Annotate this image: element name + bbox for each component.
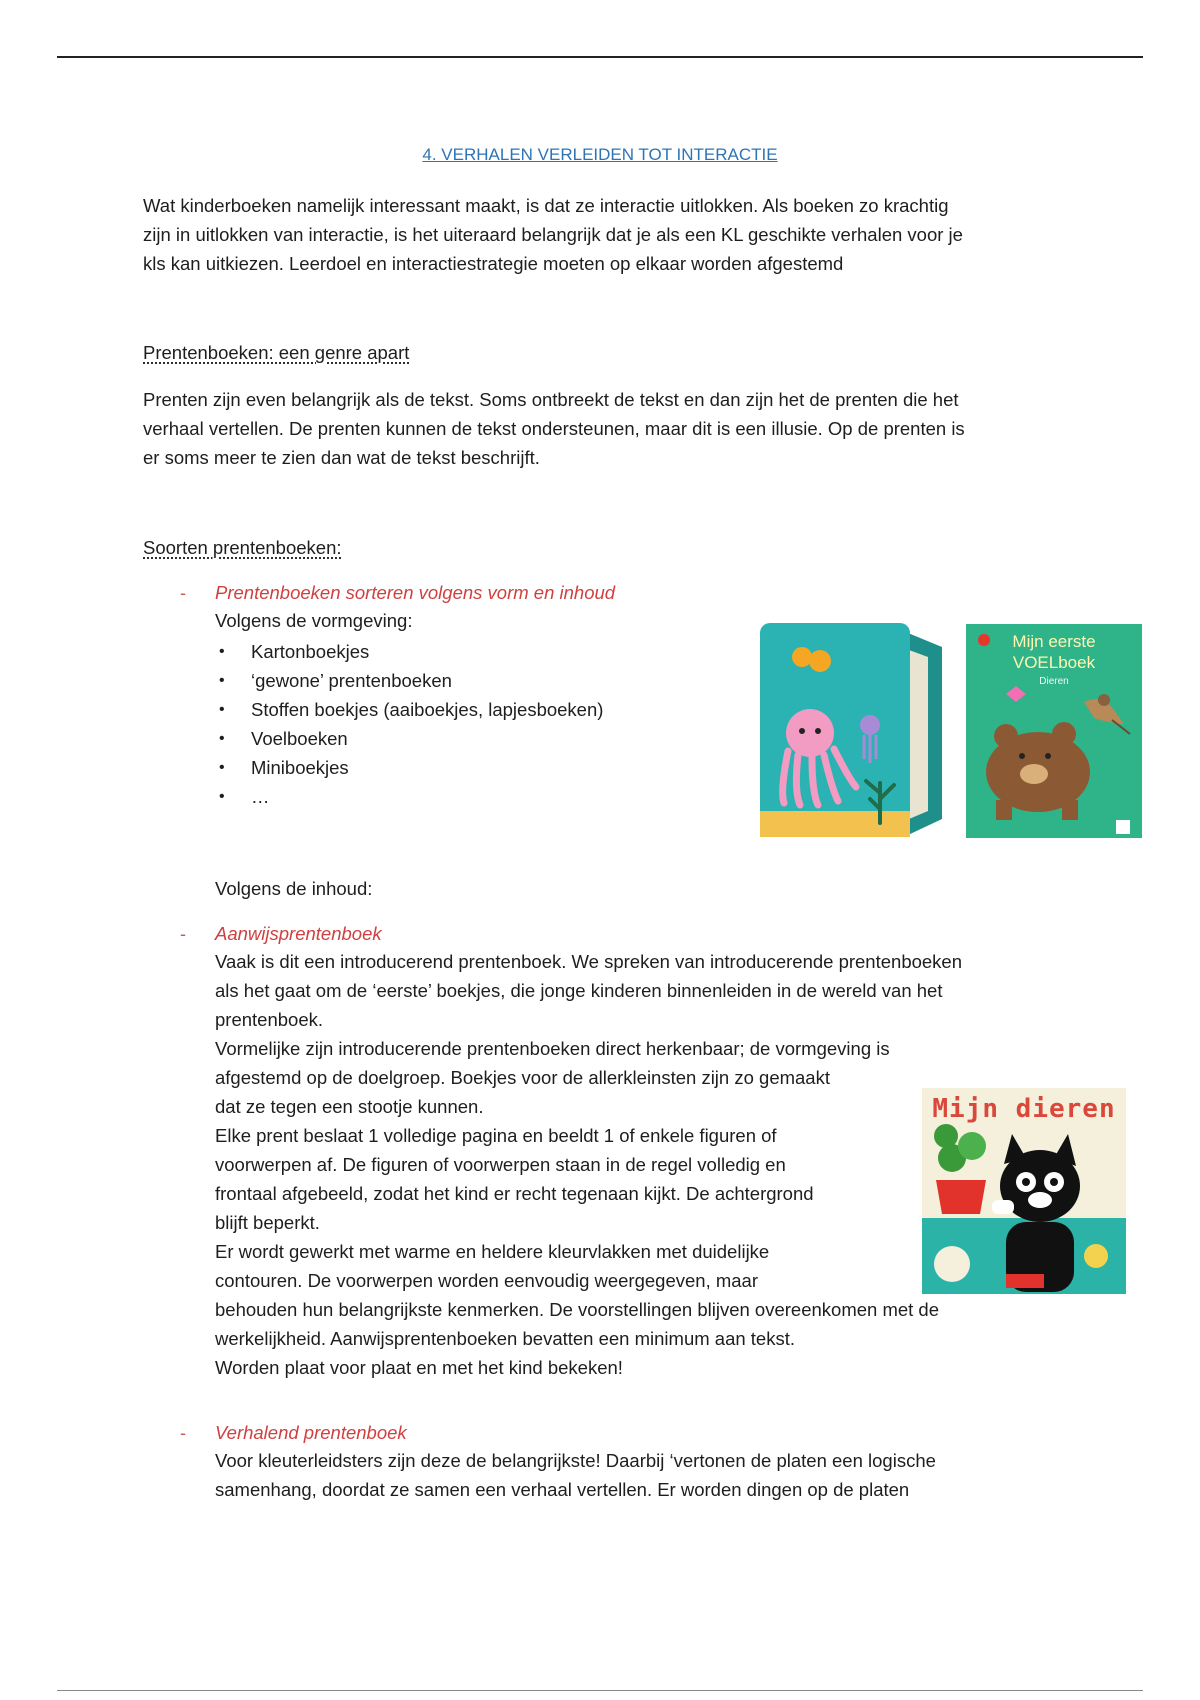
bullet-icon: •	[219, 730, 225, 747]
intro-line: zijn in uitlokken van interactie, is het uiteraard belangrijk dat je als een KL geschikte verhalen voor je	[143, 224, 963, 245]
list-item: • Voelboeken	[215, 724, 603, 753]
mijn-dieren-artwork	[922, 1088, 1126, 1294]
text-line: Elke prent beslaat 1 volledige pagina en beeldt 1 of enkele figuren of	[215, 1125, 777, 1146]
text-line: Worden plaat voor plaat en met het kind bekeken!	[215, 1357, 623, 1378]
bullet-icon: •	[219, 759, 225, 776]
vormgeving-list	[215, 637, 603, 811]
item-title-vorm-inhoud: Prentenboeken sorteren volgens vorm en inhoud	[215, 582, 616, 603]
voelboek-title: Mijn eerste	[1012, 632, 1096, 651]
voelboek-cover-image	[966, 624, 1142, 838]
vormgeving-label: Volgens de vormgeving:	[215, 610, 413, 631]
bullet-icon: •	[219, 788, 225, 805]
text-line: frontaal afgebeeld, zodat het kind er recht tegenaan kijkt. De achtergrond	[215, 1183, 814, 1204]
dash-bullet: -	[180, 924, 186, 944]
intro-line: Wat kinderboeken namelijk interessant maakt, is dat ze interactie uitlokken. Als boeken zo krachtig	[143, 195, 949, 216]
list-item: • ‘gewone’ prentenboeken	[215, 666, 603, 695]
text-line: werkelijkheid. Aanwijsprentenboeken bevatten een minimum aan tekst.	[215, 1328, 795, 1349]
intro-paragraph	[143, 191, 1063, 278]
dash-bullet: -	[180, 1423, 186, 1443]
intro-line: kls kan uitkiezen. Leerdoel en interactiestrategie moeten op elkaar worden afgestemd	[143, 253, 844, 274]
mijn-dieren-title: Mijn dieren	[932, 1094, 1116, 1124]
text-line: behouden hun belangrijkste kenmerken. De voorstellingen blijven overeenkomen met de	[215, 1299, 940, 1320]
text-line: afgestemd op de doelgroep. Boekjes voor de allerkleinsten zijn zo gemaakt	[215, 1067, 830, 1088]
inhoud-label: Volgens de inhoud:	[215, 878, 373, 899]
list-item: • Miniboekjes	[215, 753, 603, 782]
bullet-icon: •	[219, 701, 225, 718]
text-line: dat ze tegen een stootje kunnen.	[215, 1096, 484, 1117]
text-line: Voor kleuterleidsters zijn deze de belangrijkste! Daarbij ‘vertonen de platen een logische	[215, 1450, 936, 1471]
dash-bullet: -	[180, 583, 186, 603]
section1-paragraph	[143, 385, 1063, 472]
list-item: • Kartonboekjes	[215, 637, 603, 666]
mijn-dieren-cover-image	[922, 1088, 1126, 1294]
text-line: voorwerpen af. De figuren of voorwerpen staan in de regel volledig en	[215, 1154, 786, 1175]
list-item: • …	[215, 782, 603, 811]
section1-line: er soms meer te zien dan wat de tekst beschrijft.	[143, 447, 540, 468]
verhalend-prentenboek-text	[215, 1446, 1075, 1504]
text-line: blijft beperkt.	[215, 1212, 320, 1233]
text-line: contouren. De voorwerpen worden eenvoudig weergegeven, maar	[215, 1270, 759, 1291]
text-line: als het gaat om de ‘eerste’ boekjes, die jonge kinderen binnenleiden in de wereld van het	[215, 980, 943, 1001]
text-line: samenhang, doordat ze samen een verhaal vertellen. Er worden dingen op de platen	[215, 1479, 910, 1500]
voelboek-title: VOELboek	[1012, 653, 1096, 672]
bullet-icon: •	[219, 643, 225, 660]
header-rule	[57, 56, 1143, 58]
section1-line: verhaal vertellen. De prenten kunnen de tekst ondersteunen, maar dit is een illusie. Op de prenten is	[143, 418, 965, 439]
item-title-aanwijsprentenboek: Aanwijsprentenboek	[215, 923, 382, 944]
text-line: Er wordt gewerkt met warme en heldere kleurvlakken met duidelijke	[215, 1241, 770, 1262]
section1-line: Prenten zijn even belangrijk als de tekst. Soms ontbreekt de tekst en dan zijn het de prenten die het	[143, 389, 959, 410]
chapter-title: 4. VERHALEN VERLEIDEN TOT INTERACTIE	[422, 145, 778, 164]
text-line: Vormelijke zijn introducerende prentenboeken direct herkenbaar; de vormgeving is	[215, 1038, 890, 1059]
footer-rule	[57, 1690, 1143, 1691]
text-line: prentenboek.	[215, 1009, 324, 1030]
list-item: • Stoffen boekjes (aaiboekjes, lapjesboeken)	[215, 695, 603, 724]
section-heading-soorten: Soorten prentenboeken:	[143, 537, 342, 558]
voelboek-subtitle: Dieren	[1039, 676, 1069, 687]
bath-book-image	[760, 623, 945, 837]
bullet-icon: •	[219, 672, 225, 689]
section-heading-prentenboeken: Prentenboeken: een genre apart	[143, 342, 410, 363]
item-title-verhalend-prentenboek: Verhalend prentenboek	[215, 1422, 407, 1443]
text-line: Vaak is dit een introducerend prentenboek. We spreken van introducerende prentenboeken	[215, 951, 963, 972]
voelboek-artwork	[966, 624, 1142, 838]
